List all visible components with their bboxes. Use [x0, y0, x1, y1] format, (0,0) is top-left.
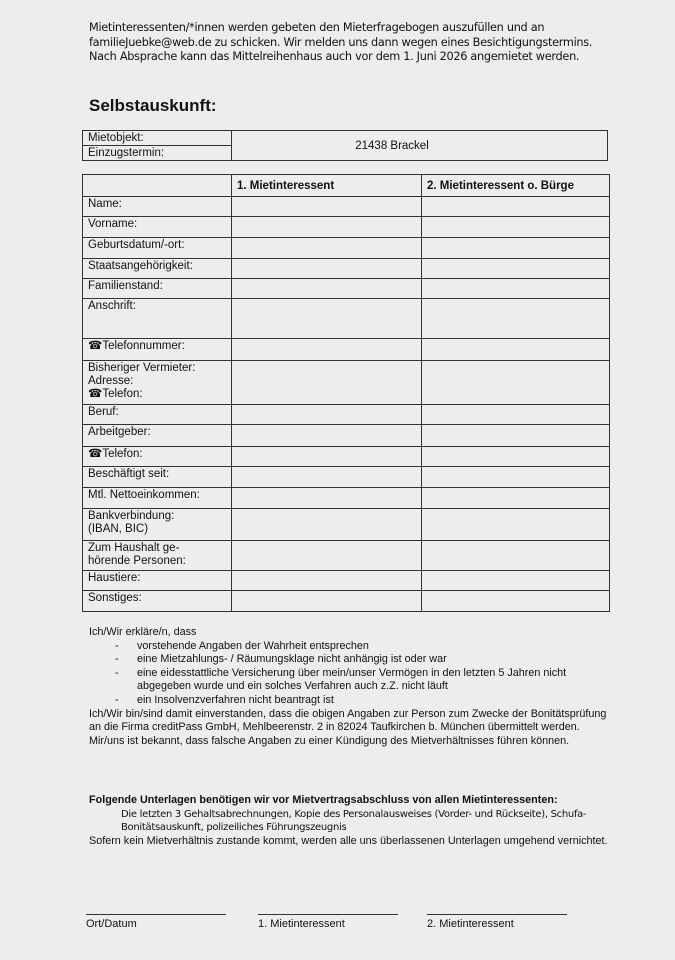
signature-place-date[interactable] — [86, 914, 226, 930]
applicant-1-field[interactable] — [232, 339, 422, 361]
table-row — [83, 591, 610, 612]
row-label: Haustiere: — [83, 571, 232, 591]
row-label: Staatsangehörigkeit: — [83, 259, 232, 279]
row-label: Name: — [83, 197, 232, 217]
applicant-1-field[interactable] — [232, 259, 422, 279]
applicant-1-field[interactable] — [232, 279, 422, 299]
applicant-1-field[interactable] — [232, 591, 422, 612]
signature-label: Ort/Datum — [86, 918, 137, 930]
table-row — [83, 217, 610, 238]
declaration-item: - vorstehende Angaben der Wahrheit entsprechen — [115, 640, 609, 654]
table-row — [83, 571, 610, 591]
documents-heading: Folgende Unterlagen benötigen wir vor Mietvertragsabschluss von allen Mietinteressenten: — [89, 794, 558, 806]
applicant-1-field[interactable] — [232, 488, 422, 509]
row-label: Beruf: — [83, 405, 232, 425]
table-row — [83, 447, 610, 467]
intro-text — [89, 21, 649, 65]
table-row — [83, 361, 610, 405]
documents-list: Die letzten 3 Gehaltsabrechnungen, Kopie des Personalausweises (Vorder- und Rückseite), Schufa-Bonitätsauskunft, polizeiliches Führungszeugnis — [121, 808, 587, 834]
signature-applicant-2[interactable] — [427, 914, 567, 930]
applicant-2-field[interactable] — [422, 541, 610, 571]
row-label: Vorname: — [83, 217, 232, 238]
applicant-2-field[interactable] — [422, 339, 610, 361]
object-table — [82, 130, 608, 161]
table-row — [83, 488, 610, 509]
applicant-2-field[interactable] — [422, 299, 610, 339]
signature-applicant-1[interactable] — [258, 914, 398, 930]
table-row — [83, 339, 610, 361]
header-applicant-1: 1. Mietinteressent — [232, 175, 422, 197]
applicant-1-field[interactable] — [232, 571, 422, 591]
move-in-label: Einzugstermin: — [83, 146, 232, 161]
applicant-2-field[interactable] — [422, 571, 610, 591]
header-applicant-2: 2. Mietinteressent o. Bürge — [422, 175, 610, 197]
table-row — [83, 405, 610, 425]
table-row — [83, 509, 610, 541]
intro-line: Mietinteressenten/*innen werden gebeten den Mieterfragebogen auszufüllen und an — [89, 21, 545, 34]
row-label: Bisheriger Vermieter: Adresse: ☎Telefon: — [83, 361, 232, 405]
table-row — [83, 197, 610, 217]
row-label: Arbeitgeber: — [83, 425, 232, 447]
object-value: 21438 Brackel — [232, 131, 608, 161]
declaration-item: - ein Insolvenzverfahren nicht beantragt ist — [115, 694, 609, 708]
row-label: Sonstiges: — [83, 591, 232, 612]
applicant-1-field[interactable] — [232, 425, 422, 447]
applicant-2-field[interactable] — [422, 279, 610, 299]
intro-line: familieJuebke@web.de zu schicken. Wir melden uns dann wegen eines Besichtigungstermins. — [89, 35, 593, 49]
applicant-1-field[interactable] — [232, 299, 422, 339]
table-row — [83, 279, 610, 299]
applicant-2-field[interactable] — [422, 425, 610, 447]
applicant-2-field[interactable] — [422, 591, 610, 612]
header-blank — [83, 175, 232, 197]
applicant-2-field[interactable] — [422, 361, 610, 405]
table-row — [83, 467, 610, 488]
applicant-2-field[interactable] — [422, 488, 610, 509]
applicant-1-field[interactable] — [232, 238, 422, 259]
table-row — [83, 541, 610, 571]
object-label: Mietobjekt: — [83, 131, 232, 146]
intro-line: Nach Absprache kann das Mittelreihenhaus auch vor dem 1. Juni 2026 angemietet werden. — [89, 50, 580, 63]
row-label: Bankverbindung: (IBAN, BIC) — [83, 509, 232, 541]
row-label: ☎Telefon: — [83, 447, 232, 467]
row-label: Zum Haushalt ge- hörende Personen: — [83, 541, 232, 571]
documents-note: Sofern kein Mietverhältnis zustande kommt, werden alle uns überlassenen Unterlagen umgehend vernichtet. — [89, 834, 608, 847]
applicant-table — [82, 174, 610, 612]
signature-label: 1. Mietinteressent — [258, 918, 345, 930]
declaration-intro: Ich/Wir erkläre/n, dass — [89, 626, 197, 638]
row-label: Mtl. Nettoeinkommen: — [83, 488, 232, 509]
applicant-1-field[interactable] — [232, 197, 422, 217]
declaration-item: - eine eidesstattliche Versicherung über mein/unser Vermögen in den letzten 5 Jahren nicht abgegeben wurde und ein solches Verfahren auch z.Z. nicht läuft — [115, 667, 609, 694]
table-row — [83, 238, 610, 259]
table-row — [83, 299, 610, 339]
row-label: Familienstand: — [83, 279, 232, 299]
applicant-1-field[interactable] — [232, 467, 422, 488]
applicant-2-field[interactable] — [422, 447, 610, 467]
declaration-item: - eine Mietzahlungs- / Räumungsklage nicht anhängig ist oder war — [115, 653, 609, 667]
warning-text: Mir/uns ist bekannt, dass falsche Angaben zu einer Kündigung des Mietverhältnisses führen können. — [89, 734, 570, 747]
row-label: ☎Telefonnummer: — [83, 339, 232, 361]
table-row — [83, 425, 610, 447]
row-label: Beschäftigt seit: — [83, 467, 232, 488]
applicant-1-field[interactable] — [232, 361, 422, 405]
consent-text: Ich/Wir bin/sind damit einverstanden, dass die obigen Angaben zur Person zum Zwecke der Bonitätsprüfung an die Firma creditPass GmbH, Mehlbeerenstr. 2 in 82024 Taufkirchen b. München übermittelt werden. — [89, 707, 607, 734]
page-title: Selbstauskunft: — [89, 96, 217, 115]
table-row — [83, 259, 610, 279]
row-label: Anschrift: — [83, 299, 232, 339]
applicant-1-field[interactable] — [232, 509, 422, 541]
documents-section — [89, 794, 609, 848]
applicant-2-field[interactable] — [422, 197, 610, 217]
applicant-2-field[interactable] — [422, 405, 610, 425]
declaration — [89, 626, 609, 748]
applicant-1-field[interactable] — [232, 405, 422, 425]
applicant-2-field[interactable] — [422, 509, 610, 541]
applicant-1-field[interactable] — [232, 541, 422, 571]
applicant-2-field[interactable] — [422, 217, 610, 238]
applicant-1-field[interactable] — [232, 217, 422, 238]
signature-label: 2. Mietinteressent — [427, 918, 514, 930]
row-label: Geburtsdatum/-ort: — [83, 238, 232, 259]
applicant-2-field[interactable] — [422, 467, 610, 488]
applicant-2-field[interactable] — [422, 259, 610, 279]
applicant-1-field[interactable] — [232, 447, 422, 467]
applicant-2-field[interactable] — [422, 238, 610, 259]
